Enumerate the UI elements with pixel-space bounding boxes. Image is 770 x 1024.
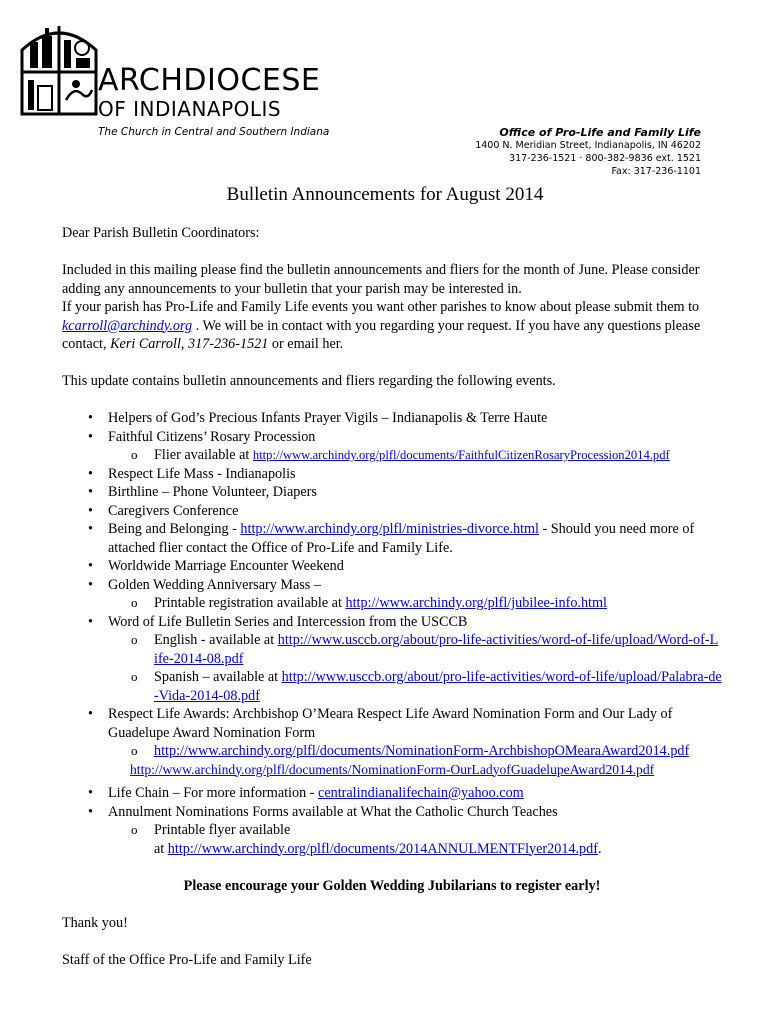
office-phone: 317-236-1521 · 800-382-9836 ext. 1521: [509, 153, 701, 164]
life-chain-email-link[interactable]: centralindianalifechain@yahoo.com: [318, 785, 524, 801]
sub-list-item: [108, 742, 722, 761]
word-of-life-spanish-link[interactable]: http://www.usccb.org/about/pro-life-activities/word-of-life/upload/Palabra-de-Vida-2014-08.pdf: [154, 669, 722, 704]
sub-text: Printable flyer available: [154, 822, 291, 838]
sub-list-item: [108, 446, 722, 465]
events-intro: This update contains bulletin announcements and fliers regarding the following events.: [62, 373, 556, 389]
events-list: [62, 409, 722, 858]
word-of-life-english-link[interactable]: http://www.usccb.org/about/pro-life-activities/word-of-life/upload/Word-of-Life-2014-08.pdf: [154, 632, 719, 667]
intro-paragraph: [62, 261, 722, 354]
sub-text: at: [154, 840, 168, 857]
annulment-flyer-link[interactable]: http://www.archindy.org/plfl/documents/2014ANNULMENTFlyer2014.pdf: [167, 840, 598, 857]
office-name: Office of Pro-Life and Family Life: [499, 126, 701, 139]
list-item: [62, 409, 722, 428]
jubilee-info-link[interactable]: http://www.archindy.org/plfl/jubilee-info.html: [345, 595, 607, 611]
contact-name: Keri Carroll, 317-236-1521: [110, 336, 269, 352]
intro-line2-post: . We will be in contact with you regarding your request. If you have any questions please contact,: [62, 317, 701, 352]
event-text: Being and Belonging -: [108, 521, 241, 537]
event-text: Birthline – Phone Volunteer, Diapers: [108, 484, 317, 500]
sub-list-item: [108, 594, 722, 613]
event-text: Worldwide Marriage Encounter Weekend: [108, 558, 344, 574]
event-text: Life Chain – For more information -: [108, 785, 319, 801]
signoff: Staff of the Office Pro-Life and Family Life: [62, 951, 312, 968]
omeara-award-form-link[interactable]: http://www.archindy.org/plfl/documents/NominationForm-ArchbishopOMearaAward2014.pdf: [154, 743, 690, 759]
divorce-ministry-link[interactable]: http://www.archindy.org/plfl/ministries-divorce.html: [240, 521, 539, 537]
thank-you: Thank you!: [62, 914, 128, 931]
event-text: Helpers of God’s Precious Infants Prayer Vigils – Indianapolis & Terre Haute: [108, 410, 548, 426]
list-item: [62, 803, 722, 859]
sub-text-post: .: [597, 840, 602, 857]
org-name-line2: OF INDIANAPOLIS: [98, 97, 282, 121]
sub-text: Flier available at: [154, 447, 253, 463]
office-fax: Fax: 317-236-1101: [611, 166, 701, 177]
event-text: Faithful Citizens’ Rosary Procession: [108, 428, 316, 445]
event-text: Golden Wedding Anniversary Mass –: [108, 576, 321, 593]
list-item: [62, 502, 722, 521]
sub-list-item: [108, 821, 722, 858]
sub-list-item: [108, 668, 722, 705]
event-text: Respect Life Awards: Archbishop O’Meara Respect Life Award Nomination Form and Our Lady of Guadelupe Award Nomination Form: [108, 706, 673, 741]
sub-text: Printable registration available at: [154, 595, 346, 611]
list-item: [62, 520, 722, 557]
list-item: [62, 705, 722, 779]
letter-body: [62, 224, 722, 969]
list-item: [62, 483, 722, 502]
office-address: 1400 N. Meridian Street, Indianapolis, IN 46202: [475, 140, 701, 151]
list-item: [62, 613, 722, 706]
event-text: Word of Life Bulletin Series and Intercession from the USCCB: [108, 613, 468, 630]
event-text: Respect Life Mass - Indianapolis: [108, 465, 296, 482]
guadelupe-award-form-link[interactable]: http://www.archindy.org/plfl/documents/NominationForm-OurLadyofGuadelupeAward2014.pdf: [130, 761, 655, 777]
list-item: [62, 465, 722, 484]
archdiocese-logo-icon: [20, 20, 98, 116]
intro-line2-pre: If your parish has Pro-Life and Family Life events you want other parishes to know about please submit them to: [62, 299, 700, 315]
intro-line2-end: or email her.: [268, 336, 344, 352]
list-item: [62, 784, 722, 803]
document-title: Bulletin Announcements for August 2014: [226, 184, 544, 205]
encourage-message: Please encourage your Golden Wedding Jubilarians to register early!: [183, 877, 601, 894]
greeting: Dear Parish Bulletin Coordinators:: [62, 225, 260, 241]
org-name-line1: ARCHDIOCESE: [98, 63, 321, 98]
event-text: Caregivers Conference: [108, 502, 239, 519]
list-item: [62, 576, 722, 613]
event-text: Annulment Nominations Forms available at What the Catholic Church Teaches: [108, 803, 558, 820]
event-text-post: - Should you need more of attached flier contact the Office of Pro-Life and Family Life.: [108, 521, 695, 556]
office-address-block: [475, 126, 701, 178]
rosary-flier-link[interactable]: http://www.archindy.org/plfl/documents/FaithfulCitizenRosaryProcession2014.pdf: [252, 448, 670, 462]
organization-name: [98, 63, 321, 121]
list-item: [62, 428, 722, 465]
email-link[interactable]: kcarroll@archindy.org: [62, 317, 193, 334]
org-tagline: The Church in Central and Southern Indiana: [98, 126, 330, 138]
sub-list-item: [108, 631, 722, 668]
sub-text: Spanish – available at: [154, 669, 282, 685]
list-item: [62, 557, 722, 576]
intro-line1: Included in this mailing please find the bulletin announcements and fliers for the month of June. Please consider adding any announcements to your bulletin that your parish may be interested in.: [62, 262, 700, 297]
sub-text: English - available at: [154, 632, 278, 648]
